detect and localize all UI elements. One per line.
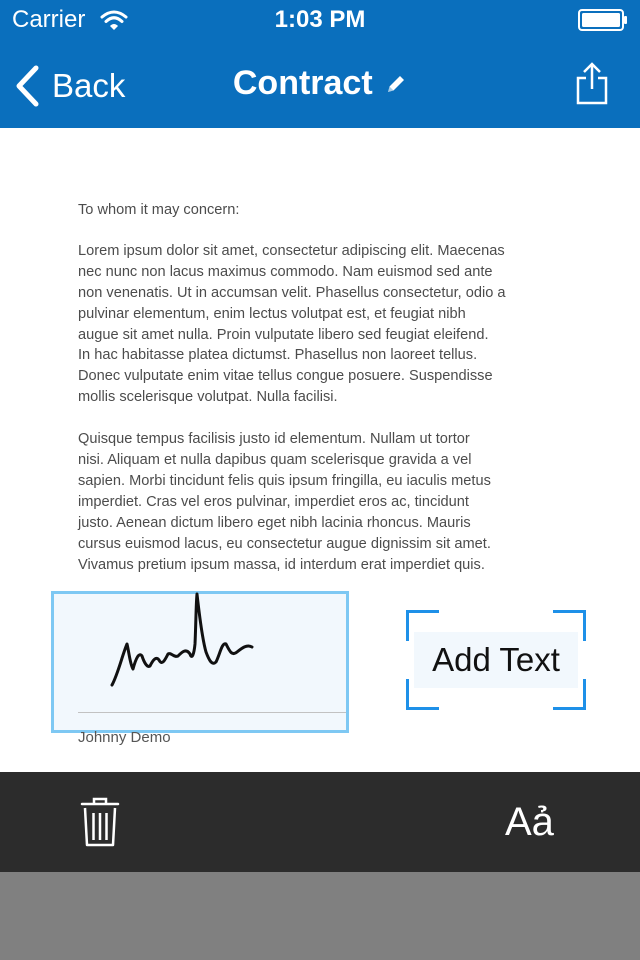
add-text-box[interactable]	[406, 610, 586, 710]
document-page	[0, 128, 640, 772]
paragraph-1: Lorem ipsum dolor sit amet, consectetur adipiscing elit. Maecenas nec nunc non lacus maximus commodo. Nam euismod sed ante non venenatis. Ut in accumsan velit. Phasellus consectetur, odio a pulvinar elementum, enim lectus volutpat est, et feugiat nibh augue sit amet nulla. Proin vulputate libero sed feugiat eleifend. In hac habitasse platea dictumst. Phasellus non laoreet tellus. Donec vulputate enim vitae tellus congue posuere. Suspendisse mollis scelerisque volutpat. Nulla facilisi.	[78, 242, 506, 406]
clock: 1:03 PM	[274, 6, 366, 33]
carrier-label: Carrier	[12, 6, 86, 33]
page-title: Contract	[232, 64, 373, 102]
greeting-text: To whom it may concern:	[78, 202, 240, 218]
paragraph-2: Quisque tempus facilisis justo id elementum. Nullam ut tortor nisi. Aliquam et nulla dapibus quam scelerisque gravida a vel sapien. Morbi tincidunt felis quis ipsum fringilla, eu iaculis metus imperdiet. Cras vel eros pulvinar, imperdiet eros ac, tincidunt justo. Aenean dictum libero eget nibh lacinia rhoncus. Mauris cursus euismod lacus, eu consectetur augue dignissim sit amet. Vivamus pretium ipsum massa, id interdum erat imperdiet quis.	[78, 431, 491, 573]
bottom-toolbar	[0, 772, 640, 872]
signer-name: Johnny Demo	[78, 729, 171, 746]
signature-drawing	[54, 594, 352, 736]
back-label: Back	[52, 67, 126, 104]
signature-box[interactable]	[51, 591, 349, 733]
document-body	[78, 200, 578, 576]
font-button[interactable]: Aả	[505, 800, 554, 844]
pencil-icon[interactable]	[385, 73, 407, 95]
share-icon[interactable]	[574, 62, 610, 106]
add-text-field[interactable]: Add Text	[414, 632, 578, 688]
trash-icon[interactable]	[80, 796, 120, 848]
battery-icon	[578, 9, 628, 31]
navigation-bar	[0, 0, 640, 128]
title-group	[0, 64, 640, 103]
